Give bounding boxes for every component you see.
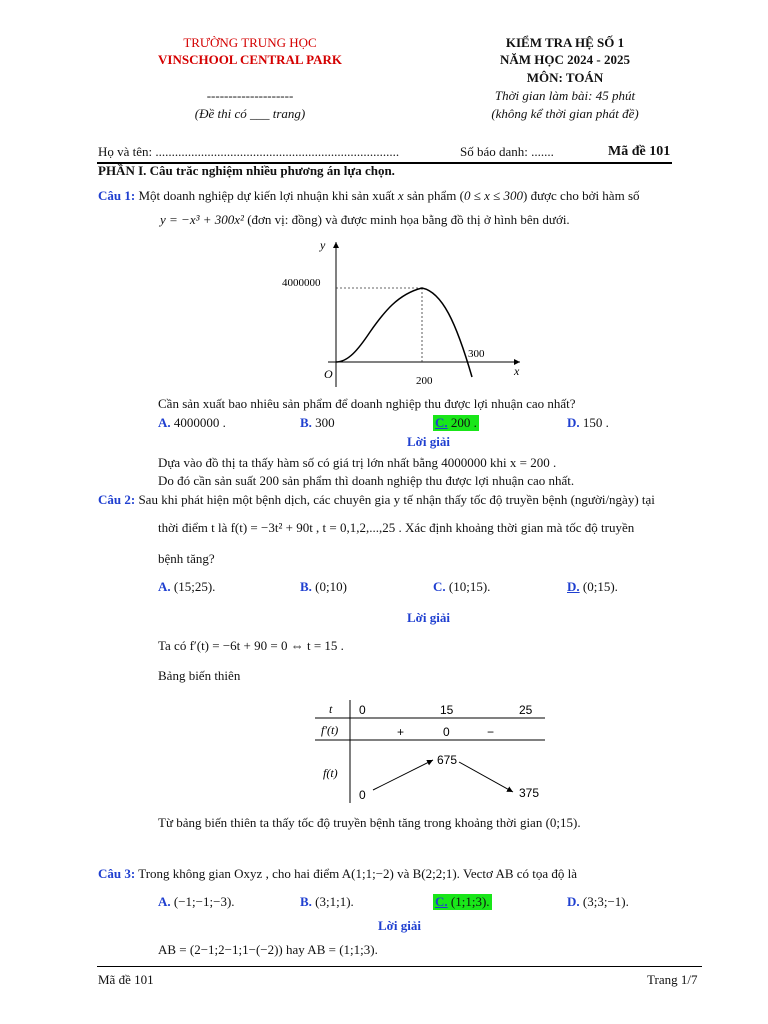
table-t-15: 15 bbox=[440, 703, 454, 717]
school-year: NĂM HỌC 2024 - 2025 bbox=[500, 52, 630, 67]
q2-solution-title: Lời giải bbox=[407, 610, 450, 625]
table-fp-label: f′(t) bbox=[321, 723, 339, 737]
q3-option-a: A. (−1;−1;−3). bbox=[158, 894, 235, 909]
table-sign-plus: + bbox=[397, 725, 405, 739]
question-1-range: 0 ≤ x ≤ 300 bbox=[463, 188, 524, 203]
table-sign-minus: − bbox=[487, 725, 495, 739]
school-name-line1: TRƯỜNG TRUNG HỌC bbox=[183, 35, 317, 50]
question-1-text-b: sản phẩm ( bbox=[406, 188, 464, 203]
question-2-line1 bbox=[98, 492, 655, 508]
question-1-formula: y = −x³ + 300x² bbox=[160, 212, 244, 227]
q1-solution-title: Lời giải bbox=[407, 434, 450, 449]
graph-x-tick-300: 300 bbox=[468, 348, 485, 360]
q3-option-c-correct: C. (1;1;3). bbox=[435, 894, 490, 909]
graph-y-tick: 4000000 bbox=[282, 277, 321, 289]
variation-table bbox=[315, 698, 550, 806]
table-f-375: 375 bbox=[519, 786, 540, 800]
q2-option-b: B. (0;10) bbox=[300, 579, 347, 594]
table-t-0: 0 bbox=[359, 703, 366, 717]
question-1-text-a: Một doanh nghiệp dự kiến lợi nhuận khi sản xuất bbox=[138, 188, 395, 203]
q1-solution-line1: Dựa vào đồ thị ta thấy hàm số có giá trị lớn nhất bằng 4000000 khi x = 200 . bbox=[158, 455, 557, 470]
q2-option-c: C. (10;15). bbox=[433, 579, 491, 594]
q3-option-b: B. (3;1;1). bbox=[300, 894, 354, 909]
q3-solution: AB = (2−1;2−1;1−(−2)) hay AB = (1;1;3). bbox=[158, 942, 378, 957]
q3-solution-title: Lời giải bbox=[378, 918, 421, 933]
profit-curve bbox=[336, 288, 472, 377]
question-1-text-d: (đơn vị: đồng) và được minh họa bằng đồ thị ở hình bên dưới. bbox=[247, 212, 570, 227]
q1-solution-line2: Do đó cần sản suất 200 sản phẩm thì doanh nghiệp thu được lợi nhuận cao nhất. bbox=[158, 473, 575, 488]
question-2-line2: thời điểm t là f(t) = −3t² + 90t , t = 0,1,2,...,25 . Xác định khoảng thời gian mà tốc độ truyền bbox=[158, 520, 635, 535]
question-1-prompt: Cần sản xuất bao nhiêu sản phẩm để doanh nghiệp thu được lợi nhuận cao nhất? bbox=[158, 396, 576, 411]
question-1-text-c: ) được cho bởi hàm số bbox=[523, 188, 640, 203]
exam-title: KIỂM TRA HỆ SỐ 1 bbox=[505, 35, 625, 50]
graph-origin: O bbox=[324, 367, 333, 381]
question-2-text-1: Sau khi phát hiện một bệnh dịch, các chuyên gia y tế nhận thấy tốc độ truyền bệnh (người/ngày) tại bbox=[138, 492, 655, 507]
student-name-field: Họ và tên: ........................................................................... bbox=[98, 144, 400, 159]
pages-note: (Đề thi có ___ trang) bbox=[194, 106, 306, 121]
q2-option-d-correct: D. (0;15). bbox=[567, 579, 618, 594]
question-2-line3: bệnh tăng? bbox=[158, 551, 215, 566]
table-t-25: 25 bbox=[519, 703, 533, 717]
graph-y-label: y bbox=[320, 238, 326, 252]
school-name-line2: VINSCHOOL CENTRAL PARK bbox=[158, 52, 342, 67]
table-arrow-up bbox=[373, 760, 433, 790]
graph-x-label: x bbox=[514, 364, 520, 378]
footer-page-number: Trang 1/7 bbox=[647, 972, 698, 987]
table-zero: 0 bbox=[443, 725, 450, 739]
q1-option-d: D. 150 . bbox=[567, 415, 609, 430]
table-arrow-down bbox=[459, 762, 513, 792]
profit-graph bbox=[270, 232, 530, 392]
question-3-label: Câu 3: bbox=[98, 866, 136, 881]
question-2-label: Câu 2: bbox=[98, 492, 136, 507]
q2-derivative: Ta có f′(t) = −6t + 90 = 0 ⇔ t = 15 . bbox=[158, 638, 344, 653]
student-id-field: Số báo danh: ....... bbox=[460, 144, 554, 159]
question-1-line1 bbox=[98, 188, 640, 204]
footer-exam-code: Mã đề 101 bbox=[98, 972, 154, 987]
exam-time-note: (không kể thời gian phát đề) bbox=[491, 106, 639, 121]
subject: MÔN: TOÁN bbox=[526, 70, 604, 85]
footer-divider bbox=[97, 966, 702, 967]
q1-option-c-correct: C. 200 . bbox=[435, 415, 477, 430]
q2-table-title: Bảng biến thiên bbox=[158, 668, 241, 683]
q2-conclusion: Từ bảng biến thiên ta thấy tốc độ truyền bệnh tăng trong khoảng thời gian (0;15). bbox=[158, 815, 581, 830]
q3-option-d: D. (3;3;−1). bbox=[567, 894, 629, 909]
q2-option-a: A. (15;25). bbox=[158, 579, 216, 594]
table-f-675: 675 bbox=[437, 753, 458, 767]
graph-x-tick-200: 200 bbox=[416, 375, 433, 387]
question-1-label: Câu 1: bbox=[98, 188, 136, 203]
exam-code: Mã đề 101 bbox=[608, 144, 671, 159]
question-1-var-x: x bbox=[397, 188, 404, 203]
question-3-line bbox=[98, 866, 577, 882]
part1-title: PHẦN I. Câu trăc nghiệm nhiều phương án lựa chọn. bbox=[98, 163, 395, 178]
q1-option-b: B. 300 bbox=[300, 415, 335, 430]
table-f-label: f(t) bbox=[323, 766, 338, 780]
exam-time: Thời gian làm bài: 45 phút bbox=[494, 88, 636, 103]
table-f-0: 0 bbox=[359, 788, 366, 802]
question-3-text: Trong không gian Oxyz , cho hai điểm A(1;1;−2) và B(2;2;1). Vectơ AB có tọa độ là bbox=[138, 866, 578, 881]
header-dashes: -------------------- bbox=[206, 88, 294, 103]
table-t-label: t bbox=[329, 702, 333, 716]
question-1-line2 bbox=[160, 212, 570, 228]
q1-option-a: A. 4000000 . bbox=[158, 415, 226, 430]
